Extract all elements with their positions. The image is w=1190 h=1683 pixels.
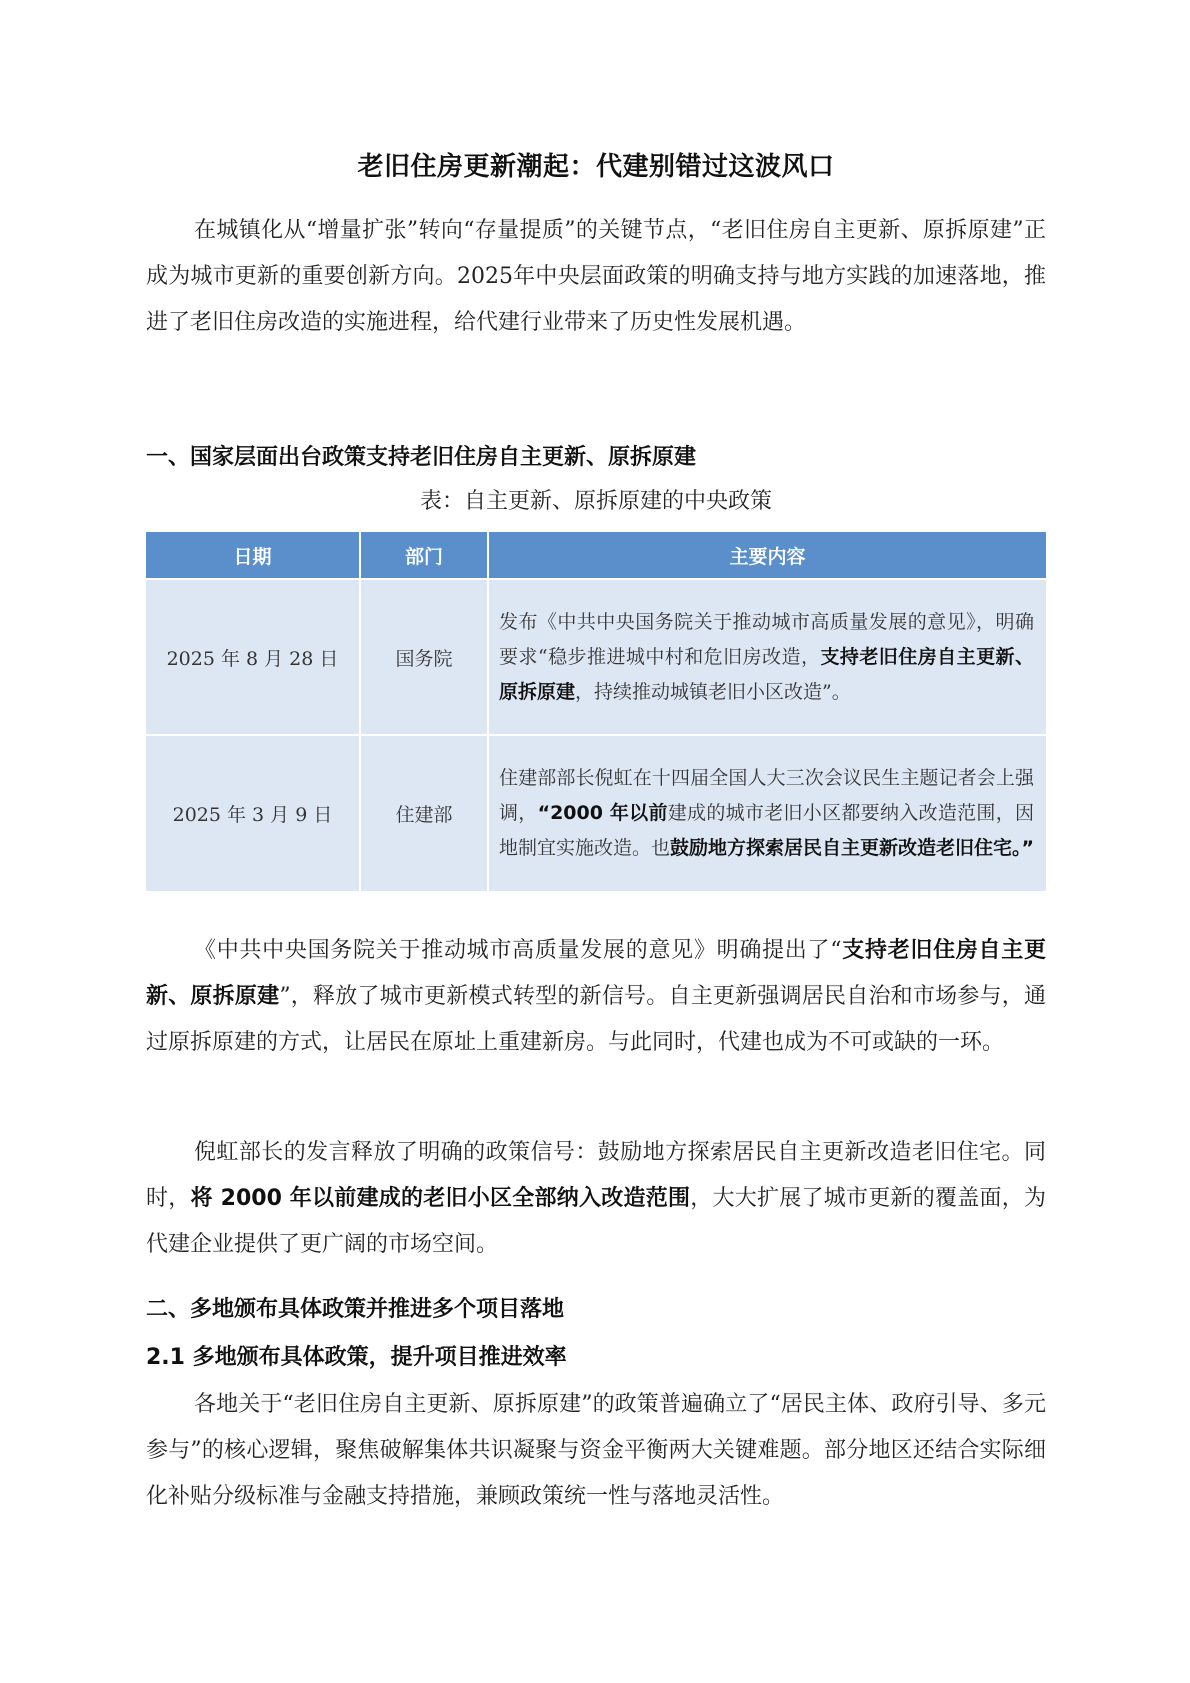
body-paragraph: 各地关于“老旧住房自主更新、原拆原建”的政策普遍确立了“居民主体、政府引导、多元参与”的核心逻辑，聚焦破解集体共识凝聚与资金平衡两大关键难题。部分地区还结合实际细化补贴分级标准与金融支持措施，兼顾政策统一性与落地灵活性。 (146, 1392, 1046, 1509)
content-text: 住建部部长倪虹在十四届全国人大三次会议民生主题记者会上强调， (499, 767, 1034, 824)
paragraph-text: 《中共中央国务院关于推动城市高质量发展的意见》明确提出了“ (194, 938, 842, 963)
section2-subheading: 2.1 多地颁布具体政策，提升项目推进效率 (146, 1345, 567, 1370)
paragraph-text: 倪虹部长的发言释放了明确的政策信号：鼓励地方探索居民自主更新改造老旧住宅。同时， (146, 1140, 1046, 1211)
content-text: ，持续推动城镇老旧小区改造”。 (575, 680, 851, 703)
table-caption: 表：自主更新、原拆原建的中央政策 (419, 489, 772, 514)
header-dept: 部门 (360, 532, 488, 579)
body-paragraph (146, 1130, 1046, 1268)
section2-heading: 二、多地颁布具体政策并推进多个项目落地 (146, 1297, 565, 1322)
policy-table (146, 532, 1046, 891)
content-cell (488, 579, 1046, 735)
paragraph-bold-text: 将 2000 年以前建成的老旧小区全部纳入改造范围 (190, 1186, 691, 1211)
section1-heading: 一、国家层面出台政策支持老旧住房自主更新、原拆原建 (146, 445, 697, 470)
content-bold-text: 鼓励地方探索居民自主更新改造老旧住宅。” (670, 837, 1035, 859)
header-date: 日期 (146, 532, 360, 579)
content-text: 发布《中共中央国务院关于推动城市高质量发展的意见》，明确要求“稳步推进城中村和危旧房改造， (499, 610, 1034, 668)
dept-cell: 住建部 (360, 735, 488, 891)
table-row (146, 579, 1046, 735)
paragraph-text: ”，释放了城市更新模式转型的新信号。自主更新强调居民自治和市场参与，通过原拆原建的方式，让居民在原址上重建新房。与此同时，代建也成为不可或缺的一环。 (146, 984, 1046, 1055)
intro-paragraph: 在城镇化从“增量扩张”转向“存量提质”的关键节点，“老旧住房自主更新、原拆原建”正成为城市更新的重要创新方向。2025年中央层面政策的明确支持与地方实践的加速落地，推进了老旧住房改造的实施进程，给代建行业带来了历史性发展机遇。 (146, 218, 1046, 335)
content-text: 建成的城市老旧小区都要纳入改造范围，因地制宜实施改造。也 (499, 802, 1034, 859)
table-row (146, 735, 1046, 891)
content-cell (488, 735, 1046, 891)
paragraph-bold-text: 支持老旧住房自主更新、原拆原建 (146, 938, 1046, 1009)
paragraph-text: ，大大扩展了城市更新的覆盖面，为代建企业提供了更广阔的市场空间。 (146, 1186, 1046, 1257)
date-cell: 2025 年 3 月 9 日 (146, 735, 360, 891)
date-cell: 2025 年 8 月 28 日 (146, 579, 360, 735)
article-title: 老旧住房更新潮起：代建别错过这波风口 (357, 152, 835, 182)
header-content: 主要内容 (488, 532, 1046, 579)
dept-cell: 国务院 (360, 579, 488, 735)
content-bold-text: “2000 年以前 (537, 802, 668, 824)
table-header-row (146, 532, 1046, 579)
content-bold-text: 支持老旧住房自主更新、原拆原建 (499, 645, 1034, 703)
body-paragraph (146, 928, 1046, 1066)
